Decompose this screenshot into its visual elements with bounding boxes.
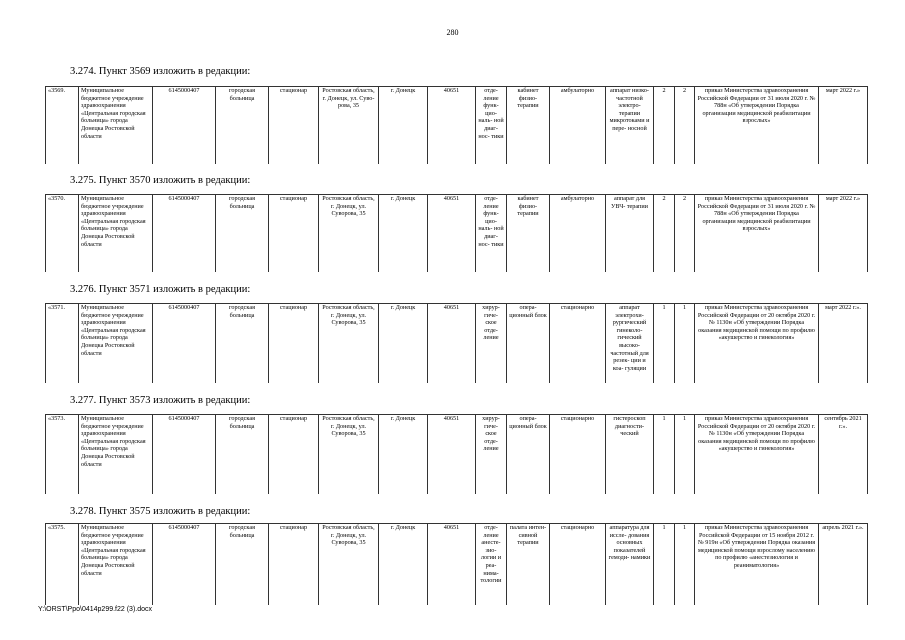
equipment-name: аппарат для УВЧ- терапии <box>606 195 654 273</box>
quantity-required: 1 <box>654 304 675 384</box>
regulation: приказ Министерства здравоохранения Российской Федерации от 15 ноября 2012 г. № 919н «Об утверждении Порядка оказания медицинской помощи взрослому населению по профилю «анестезиология и реаниматология» <box>695 524 819 606</box>
section-heading: 3.278. Пункт 3575 изложить в редакции: <box>70 506 251 517</box>
care-conditions: стационарно <box>550 524 606 606</box>
section-heading: 3.275. Пункт 3570 изложить в редакции: <box>70 175 251 186</box>
room: палата интен- сивной терапии <box>507 524 550 606</box>
organization-name: Муниципальное бюджетное учреждение здравоохранения «Центральная городская больница» города Донецка Ростовской области <box>79 415 153 495</box>
section-heading: 3.277. Пункт 3573 изложить в редакции: <box>70 395 251 406</box>
regulation: приказ Министерства здравоохранения Российской Федерации от 20 октября 2020 г. № 1130н «Об утверждении Порядка оказания медицинской помощи по профилю «акушерство и гинекология» <box>695 304 819 384</box>
row-number: «3571. <box>46 304 79 384</box>
document-table-row <box>45 86 868 164</box>
organization-type: городская больница <box>216 415 269 495</box>
organization-name: Муниципальное бюджетное учреждение здравоохранения «Центральная городская больница» города Донецка Ростовской области <box>79 87 153 165</box>
okato-code: 40651 <box>428 195 476 273</box>
care-conditions: стационарно <box>550 415 606 495</box>
quantity-planned: 2 <box>675 195 695 273</box>
municipality: г. Донецк <box>379 415 428 495</box>
facility-type: стационар <box>269 195 319 273</box>
care-conditions: стационарно <box>550 304 606 384</box>
footer-file-path: Y:\ORST\Ppo\0414p299.f22 (3).docx <box>38 606 153 613</box>
equipment-name: аппаратура для иссле- дования основных показателей гемоди- намики <box>606 524 654 606</box>
date: март 2022 г.». <box>819 304 868 384</box>
regulation: приказ Министерства здравоохранения Российской Федерации от 20 октября 2020 г. № 1130н «Об утверждении Порядка оказания медицинской помощи по профилю «акушерство и гинекология» <box>695 415 819 495</box>
equipment-name: аппарат электрохи- рургический гинеколо- гический высоко- частотный для резек- ции и коа- гуляции <box>606 304 654 384</box>
row-number: «3573. <box>46 415 79 495</box>
page-number: 280 <box>446 28 459 37</box>
municipality: г. Донецк <box>379 304 428 384</box>
department: отде- ление анесте- зио- логии и реа- нима- тологии <box>476 524 507 606</box>
inn: 6145000407 <box>153 195 216 273</box>
equipment-name: гистероскоп диагности- ческий <box>606 415 654 495</box>
quantity-required: 2 <box>654 87 675 165</box>
equipment-name: аппарат низко- частотной электро- терапии микротоками и пере- носной <box>606 87 654 165</box>
regulation: приказ Министерства здравоохранения Российской Федерации от 31 июля 2020 г. № 788н «Об утверждении Порядка организации медицинской реабилитации взрослых» <box>695 87 819 165</box>
okato-code: 40651 <box>428 415 476 495</box>
room: кабинет физио- терапии <box>507 195 550 273</box>
date: апрель 2021 г.». <box>819 524 868 606</box>
okato-code: 40651 <box>428 304 476 384</box>
care-conditions: амбулаторно <box>550 195 606 273</box>
section-heading: 3.276. Пункт 3571 изложить в редакции: <box>70 284 251 295</box>
section-heading: 3.274. Пункт 3569 изложить в редакции: <box>70 66 251 77</box>
department: отде- ление функ- цио- наль- ной диаг- нос- тики <box>476 195 507 273</box>
quantity-required: 1 <box>654 415 675 495</box>
department: хирур- гиче- ское отде- ление <box>476 304 507 384</box>
quantity-required: 1 <box>654 524 675 606</box>
address: Ростовская область, г. Донецк, ул. Суворова, 35 <box>319 415 379 495</box>
department: отде- ление функ- цио- наль- ной диаг- нос- тики <box>476 87 507 165</box>
room: кабинет физио- терапии <box>507 87 550 165</box>
address: Ростовская область, г. Донецк, ул. Суворова, 35 <box>319 524 379 606</box>
quantity-planned: 1 <box>675 415 695 495</box>
inn: 6145000407 <box>153 87 216 165</box>
regulation: приказ Министерства здравоохранения Российской Федерации от 31 июля 2020 г. № 788н «Об утверждении Порядка организации медицинской реабилитации взрослых» <box>695 195 819 273</box>
quantity-planned: 2 <box>675 87 695 165</box>
facility-type: стационар <box>269 524 319 606</box>
facility-type: стационар <box>269 415 319 495</box>
address: Ростовская область, г. Донецк, ул. Суво- рова, 35 <box>319 87 379 165</box>
municipality: г. Донецк <box>379 524 428 606</box>
address: Ростовская область, г. Донецк, ул. Суворова, 35 <box>319 195 379 273</box>
organization-type: городская больница <box>216 195 269 273</box>
document-table-row <box>45 523 868 605</box>
document-table-row <box>45 303 868 383</box>
inn: 6145000407 <box>153 415 216 495</box>
organization-name: Муниципальное бюджетное учреждение здравоохранения «Центральная городская больница» города Донецка Ростовской области <box>79 304 153 384</box>
document-table-row <box>45 194 868 272</box>
organization-type: городская больница <box>216 304 269 384</box>
municipality: г. Донецк <box>379 87 428 165</box>
organization-type: городская больница <box>216 524 269 606</box>
facility-type: стационар <box>269 87 319 165</box>
municipality: г. Донецк <box>379 195 428 273</box>
okato-code: 40651 <box>428 524 476 606</box>
room: опера- ционный блок <box>507 304 550 384</box>
date: март 2022 г.» <box>819 87 868 165</box>
room: опера- ционный блок <box>507 415 550 495</box>
row-number: «3570. <box>46 195 79 273</box>
care-conditions: амбулаторно <box>550 87 606 165</box>
department: хирур- гиче- ское отде- ление <box>476 415 507 495</box>
date: март 2022 г.» <box>819 195 868 273</box>
facility-type: стационар <box>269 304 319 384</box>
organization-name: Муниципальное бюджетное учреждение здравоохранения «Центральная городская больница» города Донецка Ростовской области <box>79 195 153 273</box>
inn: 6145000407 <box>153 524 216 606</box>
organization-type: городская больница <box>216 87 269 165</box>
row-number: «3569. <box>46 87 79 165</box>
okato-code: 40651 <box>428 87 476 165</box>
quantity-planned: 1 <box>675 304 695 384</box>
quantity-planned: 1 <box>675 524 695 606</box>
document-table-row <box>45 414 868 494</box>
quantity-required: 2 <box>654 195 675 273</box>
organization-name: Муниципальное бюджетное учреждение здравоохранения «Центральная городская больница» города Донецка Ростовской области <box>79 524 153 606</box>
row-number: «3575. <box>46 524 79 606</box>
address: Ростовская область, г. Донецк, ул. Суворова, 35 <box>319 304 379 384</box>
inn: 6145000407 <box>153 304 216 384</box>
date: сентябрь 2021 г.». <box>819 415 868 495</box>
